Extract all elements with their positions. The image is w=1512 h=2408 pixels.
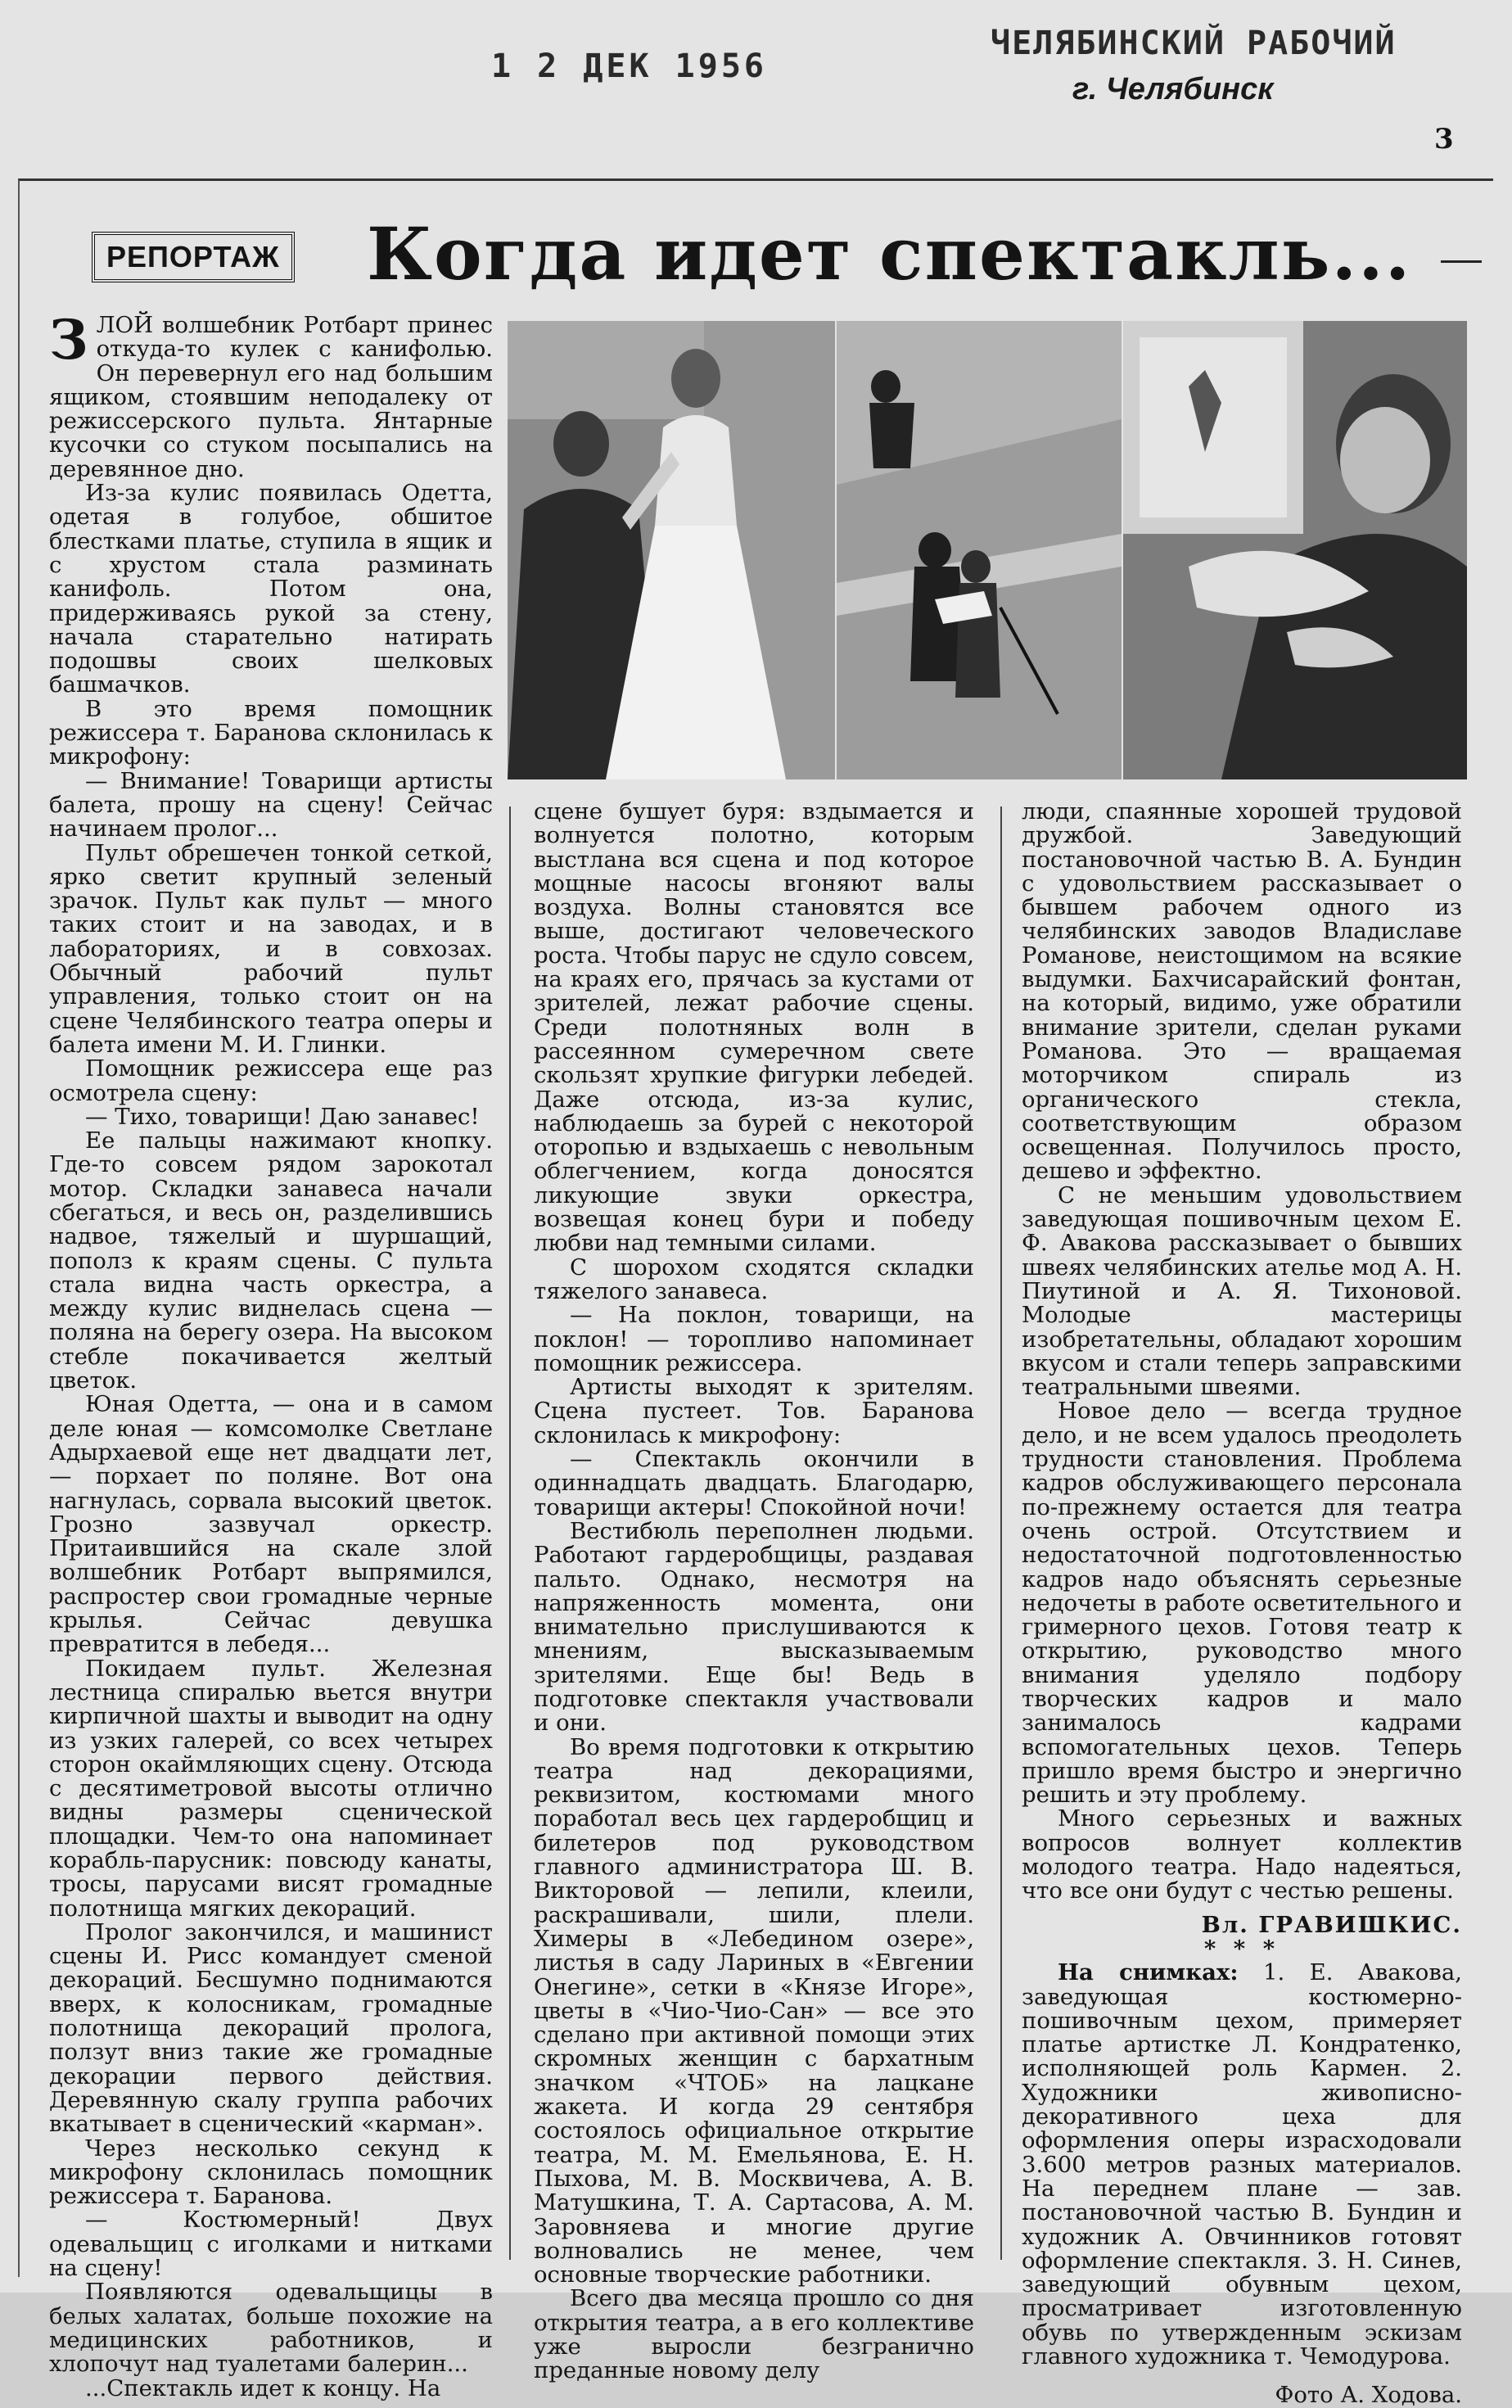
paragraph: — Тихо, товарищи! Даю занавес! (85, 1103, 480, 1130)
article-column-1 (49, 308, 493, 2401)
paragraph: — Костюмерный! Двух одевальщиц с иголками и нитками на сцену! (49, 2207, 493, 2282)
paragraph: Артисты выходят к зрителям. Сцена пустеет. Тов. Баранова склонилась к микрофону: (534, 1374, 974, 1448)
caption-text: 1. Е. Авакова, заведующая костюмерно-пошивочным цехом, примеряет платье артистке Л. Кондратенко, исполняющей роль Кармен. 2. Художники живописно-декоративного цеха для оформления оперы израсходовали 3.600 метров разных материалов. На переднем плане — зав. постановочной частью В. Бундин и художник А. Овчинников готовят оформление спектакля. 3. Н. Синев, заведующий обувным цехом, просматривает изготовленную обувь по утвержденным эскизам главного художника т. Чемодурова. (1022, 1959, 1462, 2370)
paragraph: — Внимание! Товарищи артисты балета, прошу на сцену! Сейчас начинаем пролог... (49, 767, 493, 843)
paragraph: Пролог закончился, и машинист сцены И. Рисс командует сменой декораций. Бесшумно поднимаются вверх, к колосникам, громадные полотнища декораций пролога, ползут вниз такие же громадные декорации первого действия. Деревянную скалу группа рабочих вкатывает в сценический «карман». (49, 1918, 493, 2138)
paragraph: — Спектакль окончили в одиннадцать двадцать. Благодарю, товарищи актеры! Спокойной ночи! (534, 1446, 974, 1520)
paragraph: Юная Одетта, — она и в самом деле юная — комсомолке Светлане Адырхаевой еще нет двадцати лет, — порхает по поляне. Вот она нагнулась, сорвала высокий цветок. Грозно зазвучал оркестр. Притаившийся на скале злой волшебник Ротбарт выпрямился, распростер свои громадные черные крылья. Сейчас девушка превратится в лебедя... (49, 1391, 493, 1658)
paragraph: Ее пальцы нажимают кнопку. Где-то совсем рядом зарокотал мотор. Складки занавеса начали сбегаться, и весь он, разделившись надвое, тяжелый и шуршащий, пополз к краям сцены. С пульта стала видна часть оркестра, а между кулис виднелась сцена — поляна на берегу озера. На высоком стебле покачивается желтый цветок. (49, 1127, 493, 1394)
date-stamp: 1 2 ДЕК 1956 (491, 47, 767, 85)
newspaper-name-stamp: ЧЕЛЯБИНСКИЙ РАБОЧИЙ (991, 25, 1397, 62)
photo-costume-fitting-image (508, 321, 835, 779)
column-rule-2 (1000, 806, 1002, 2260)
drop-cap: З (49, 308, 88, 372)
page-number: 3 (1434, 123, 1454, 156)
paragraph: люди, спаянные хорошей трудовой дружбой. Заведующий постановочной частью В. А. Бундин с удовольствием рассказывает о бывшем рабочем одного из челябинских заводов Владиславе Романове, неистощимом на всякие выдумки. Бахчисарайский фонтан, на который, видимо, уже обратили внимание зрители, сделан руками Романова. Это — вращаемая моторчиком спираль из органического стекла, соответствующим образом освещенная. Получилось просто, дешево и эффектно. (1022, 798, 1462, 1185)
photo-caption (1022, 1961, 1462, 2369)
photo-scenery-painting (837, 321, 1122, 779)
photo-shoe-workshop (1123, 321, 1467, 779)
paragraph: Во время подготовки к открытию театра над декорациями, реквизитом, костюмами много поработал весь цех гардеробщиц и билетеров под руководством главного администратора Ш. В. Викторовой — лепили, клеили, раскрашивали, шили, плели. Химеры в «Лебедином озере», листья в саду Лариных в «Евгении Онегине», сетки в «Князе Игоре», цветы в «Чио-Чио-Сан» — все это сделано при активной помощи этих скромных женщин с бархатным значком «ЧТОБ» на лацкане жакета. И когда 29 сентября состоялось официальное открытие театра, М. М. Емельянова, Е. Н. Пыхова, М. В. Москвичева, А. В. Матушкина, Т. А. Сартасова, А. М. Заровняева и многие другие волновались не менее, чем основные творческие работники. (534, 1733, 974, 2288)
headline-rule (1441, 260, 1482, 263)
column-rule-1 (509, 806, 511, 2260)
paragraph: ЗЛОЙ волшебник Ротбарт принес откуда-то кулек с канифолью. Он перевернул его над большим ящиком, стоявшим неподалеку от режиссерского пульта. Янтарные кусочки со стуком посыпались на деревянное дно. (49, 308, 493, 482)
paragraph: ...Спектакль идет к концу. На (85, 2374, 441, 2401)
paragraph: С не меньшим удовольствием заведующая пошивочным цехом Е. Ф. Авакова рассказывает о бывших швеях челябинских ателье мод А. Н. Пиутиной и А. Я. Тихоновой. Молодые мастерицы изобретательны, обладают хорошим вкусом и стали теперь заправскими театральными швеями. (1022, 1181, 1462, 1401)
photo-scenery-painting-image (837, 321, 1122, 779)
caption-lead: На снимках: (1058, 1959, 1239, 1986)
paragraph: Помощник режиссера еще раз осмотрела сцену: (49, 1055, 493, 1106)
paragraph: Появляются одевальщицы в белых халатах, больше похожие на медицинских работников, и хлопочут над туалетами балерин... (49, 2279, 493, 2378)
paragraph: — На поклон, товарищи, на поклон! — торопливо напоминает помощник режиссера. (534, 1302, 974, 1376)
paragraph: Много серьезных и важных вопросов волнует коллектив молодого театра. Надо надеяться, что все они будут с честью решены. (1022, 1805, 1462, 1904)
paragraph: С шорохом сходятся складки тяжелого занавеса. (534, 1254, 974, 1304)
article-column-2 (534, 800, 974, 2383)
paragraph: Из-за кулис появилась Одетта, одетая в голубое, обшитое блестками платье, ступила в ящик и с хрустом стала разминать канифоль. Потом она, придерживаясь рукой за стену, начала старательно натирать подошвы своих шелковых башмачков. (49, 480, 493, 698)
paragraph: Всего два месяца прошло со дня открытия театра, а в его коллективе уже выросли безгранично преданные новому делу (534, 2285, 974, 2384)
rubric-label: РЕПОРТАЖ (92, 232, 295, 282)
section-stars: * * * (1203, 1935, 1280, 1962)
article-column-3 (1022, 800, 1462, 2408)
author-signature: Вл. ГРАВИШКИС. (1201, 1911, 1462, 1938)
city-stamp: г. Челябинск (1072, 72, 1274, 106)
paragraph: Новое дело — всегда трудное дело, и не всем удалось преодолеть трудности становления. Проблема кадров обслуживающего персонала по-прежнему остается для театра очень острой. Отсутствием и недостаточной подготовленностью кадров надо объяснять серьезные недочеты в работе осветительного и гримерного цехов. Готовя театр к открытию, руководство много внимания уделяло подбору творческих кадров и мало занималось кадрами вспомогательных цехов. Теперь пришло время быстро и энергично решить и эту проблему. (1022, 1398, 1462, 1809)
paragraph: Вестибюль переполнен людьми. Работают гардеробщицы, раздавая пальто. Однако, несмотря на напряженность момента, они внимательно прислушиваются к мнениям, высказываемым зрителями. Еще бы! Ведь в подготовке спектакля участвовали и они. (534, 1517, 974, 1737)
photo-costume-fitting (508, 321, 835, 779)
photo-credit: Фото А. Ходова. (1275, 2382, 1462, 2408)
paragraph: Через несколько секунд к микрофону склонилась помощник режиссера т. Баранова. (49, 2135, 493, 2210)
photo-shoe-workshop-image (1123, 321, 1467, 779)
paragraph: Пульт обрешечен тонкой сеткой, ярко светит крупный зеленый зрачок. Пульт как пульт — много таких стоит и на заводах, и в лабораториях, и в совхозах. Обычный рабочий пульт управления, только стоит он на сцене Челябинского театра оперы и балета имени М. И. Глинки. (49, 839, 493, 1058)
paragraph: Покидаем пульт. Железная лестница спиралью вьется внутри кирпичной шахты и выводит на одну из узких галерей, со всех четырех сторон окаймляющих сцену. Отсюда с десятиметровой высоты отлично видны размеры сценической площадки. Чем-то она напоминает корабль-парусник: повсюду канаты, тросы, парусами висят громадные полотнища мягких декораций. (49, 1655, 493, 1922)
paragraph: сцене бушует буря: вздымается и волнуется полотно, которым выстлана вся сцена и под которое мощные насосы вгоняют валы воздуха. Волны становятся все выше, достигают человеческого роста. Чтобы парус не сдуло совсем, на краях его, прячась за кустами от зрителей, лежат рабочие сцены. Среди полотняных волн в рассеянном сумеречном свете скользят хрупкие фигурки лебедей. Даже отсюда, из-за кулис, наблюдаешь за бурей с некоторой оторопью и вздыхаешь с невольным облегчением, когда доносятся ликующие звуки оркестра, возвещая конец бури и победу любви над темными силами. (534, 798, 974, 1257)
article-headline: Когда идет спектакль... (367, 211, 1412, 296)
paragraph: В это время помощник режиссера т. Баранова склонилась к микрофону: (49, 695, 493, 770)
